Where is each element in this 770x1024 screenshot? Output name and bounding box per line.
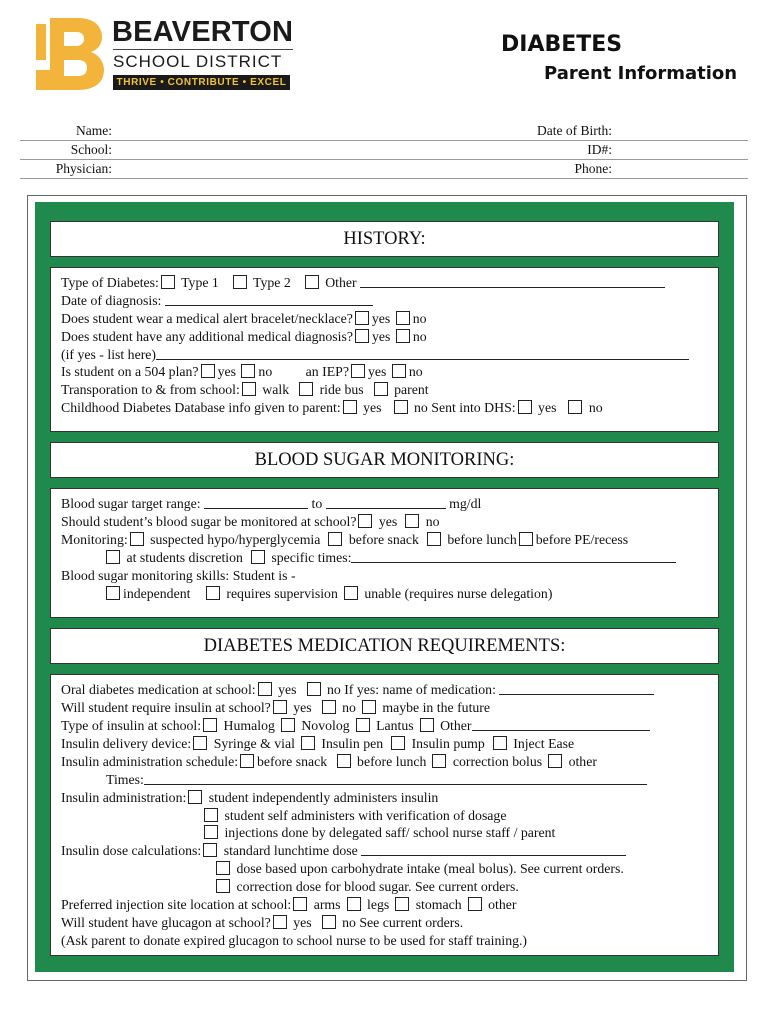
history-database-row: Childhood Diabetes Database info given to parent: yes no Sent into DHS: yes no [61, 400, 603, 415]
admin-verification-checkbox[interactable] [204, 808, 218, 822]
med-type-row: Type of insulin at school: Humalog Novolog Lantus Other [61, 718, 650, 734]
independent-checkbox[interactable] [106, 586, 120, 600]
specific-times-field[interactable] [351, 550, 676, 563]
med-admin-row-2: student self administers with verification of dosage [202, 808, 506, 824]
alert-no-checkbox[interactable] [396, 311, 410, 325]
additional-no-checkbox[interactable] [396, 329, 410, 343]
monitored-no-checkbox[interactable] [405, 514, 419, 528]
plan504-yes-checkbox[interactable] [201, 364, 215, 378]
before-pe-checkbox[interactable] [519, 532, 533, 546]
monitored-yes-checkbox[interactable] [358, 514, 372, 528]
suspected-checkbox[interactable] [130, 532, 144, 546]
med-delivery-row: Insulin delivery device: Syringe & vial Insulin pen Insulin pump Inject Ease [61, 736, 575, 751]
type2-checkbox[interactable] [233, 275, 247, 289]
target-low-field[interactable] [204, 496, 308, 509]
school-label: School: [70, 142, 112, 157]
dose-carb-checkbox[interactable] [216, 861, 230, 875]
parent-transport-checkbox[interactable] [374, 382, 388, 396]
page-subtitle: Parent Information [544, 63, 738, 84]
admin-independent-checkbox[interactable] [188, 790, 202, 804]
inject-ease-checkbox[interactable] [493, 736, 507, 750]
site-stomach-checkbox[interactable] [395, 897, 409, 911]
phone-label: Phone: [574, 161, 612, 176]
history-transport-row: Transporation to & from school: walk ride bus parent [61, 382, 429, 397]
history-alert-row: Does student wear a medical alert bracelet/necklace? yes no [61, 311, 427, 326]
history-heading: HISTORY: [50, 221, 719, 257]
med-dose-row: Insulin dose calculations: standard lunchtime dose [61, 843, 626, 859]
history-list-row: (if yes - list here) [61, 347, 689, 363]
oral-medication-field[interactable] [499, 682, 654, 695]
site-arms-checkbox[interactable] [293, 897, 307, 911]
type-other-field[interactable] [360, 275, 665, 288]
type1-checkbox[interactable] [161, 275, 175, 289]
glucagon-no-checkbox[interactable] [322, 915, 336, 929]
history-additional-row: Does student have any additional medical diagnosis? yes no [61, 329, 427, 344]
diagnosis-date-field[interactable] [165, 293, 373, 306]
admin-delegated-checkbox[interactable] [204, 825, 218, 839]
district-tagline: THRIVE • CONTRIBUTE • EXCEL [113, 75, 290, 90]
med-dose-row-2: dose based upon carbohydrate intake (meal bolus). See current orders. [214, 861, 624, 877]
insulin-other-field[interactable] [472, 718, 650, 731]
med-admin-row-3: injections done by delegated saff/ school nurse staff / parent [202, 825, 555, 841]
before-snack-checkbox[interactable] [328, 532, 342, 546]
novolog-checkbox[interactable] [281, 718, 295, 732]
database-yes-checkbox[interactable] [343, 400, 357, 414]
alert-yes-checkbox[interactable] [355, 311, 369, 325]
history-type-row: Type of Diabetes: Type 1 Type 2 Other [61, 275, 665, 291]
supervision-checkbox[interactable] [206, 586, 220, 600]
specific-times-checkbox[interactable] [251, 550, 265, 564]
humalog-checkbox[interactable] [203, 718, 217, 732]
bs-skills-row: Blood sugar monitoring skills: Student is - [61, 568, 296, 583]
district-subtitle: SCHOOL DISTRICT [113, 52, 283, 71]
unable-checkbox[interactable] [344, 586, 358, 600]
divider [113, 49, 293, 50]
oral-yes-checkbox[interactable] [258, 682, 272, 696]
walk-checkbox[interactable] [242, 382, 256, 396]
plan504-no-checkbox[interactable] [241, 364, 255, 378]
iep-yes-checkbox[interactable] [351, 364, 365, 378]
times-field[interactable] [144, 772, 647, 785]
site-other-checkbox[interactable] [468, 897, 482, 911]
lantus-checkbox[interactable] [356, 718, 370, 732]
id-label: ID#: [587, 142, 612, 157]
history-diagnosis-row: Date of diagnosis: [61, 293, 373, 309]
insulin-other-checkbox[interactable] [420, 718, 434, 732]
type-other-checkbox[interactable] [305, 275, 319, 289]
med-dose-row-3: correction dose for blood sugar. See current orders. [214, 879, 519, 895]
history-504-row: Is student on a 504 plan? yes no an IEP? yes no [61, 364, 423, 379]
dose-standard-checkbox[interactable] [203, 843, 217, 857]
med-site-row: Preferred injection site location at school: arms legs stomach other [61, 897, 517, 912]
info-row-name [20, 122, 748, 141]
med-glucagon-row: Will student have glucagon at school? yes no See current orders. [61, 915, 464, 930]
correction-bolus-checkbox[interactable] [432, 754, 446, 768]
site-legs-checkbox[interactable] [347, 897, 361, 911]
bus-checkbox[interactable] [299, 382, 313, 396]
bs-skills-options-row: independent requires supervision unable (requires nurse delegation) [104, 586, 552, 602]
sched-other-checkbox[interactable] [548, 754, 562, 768]
dob-label: Date of Birth: [537, 123, 612, 138]
oral-no-checkbox[interactable] [307, 682, 321, 696]
syringe-checkbox[interactable] [193, 736, 207, 750]
med-times-row: Times: [106, 772, 647, 788]
page-title: DIABETES [501, 32, 623, 57]
diagnosis-list-field[interactable] [156, 347, 689, 360]
before-lunch-checkbox[interactable] [427, 532, 441, 546]
district-name: BEAVERTON [112, 16, 294, 48]
info-row-physician [20, 160, 748, 179]
sched-lunch-checkbox[interactable] [337, 754, 351, 768]
info-row-school [20, 141, 748, 160]
insulin-maybe-checkbox[interactable] [362, 700, 376, 714]
medication-heading: DIABETES MEDICATION REQUIREMENTS: [50, 628, 719, 664]
additional-yes-checkbox[interactable] [355, 329, 369, 343]
med-admin-row: Insulin administration: student independently administers insulin [61, 790, 439, 805]
district-logo-icon [36, 18, 104, 90]
iep-no-checkbox[interactable] [392, 364, 406, 378]
med-insulin-row: Will student require insulin at school? yes no maybe in the future [61, 700, 491, 715]
name-label: Name: [76, 123, 112, 138]
sched-snack-checkbox[interactable] [240, 754, 254, 768]
dhs-no-checkbox[interactable] [568, 400, 582, 414]
blood-sugar-heading: BLOOD SUGAR MONITORING: [50, 442, 719, 478]
database-no-checkbox[interactable] [394, 400, 408, 414]
target-high-field[interactable] [326, 496, 446, 509]
discretion-checkbox[interactable] [106, 550, 120, 564]
glucagon-yes-checkbox[interactable] [273, 915, 287, 929]
bs-discretion-row: at students discretion specific times: [104, 550, 676, 566]
bs-target-row: Blood sugar target range: to mg/dl [61, 496, 482, 511]
bs-monitoring-row: Monitoring: suspected hypo/hyperglycemia before snack before lunch before PE/recess [61, 532, 629, 547]
insulin-no-checkbox[interactable] [322, 700, 336, 714]
med-note-row: (Ask parent to donate expired glucagon to school nurse to be used for staff training.) [61, 933, 528, 948]
pump-checkbox[interactable] [391, 736, 405, 750]
dose-correction-checkbox[interactable] [216, 879, 230, 893]
med-oral-row: Oral diabetes medication at school: yes no If yes: name of medication: [61, 682, 654, 698]
bs-monitored-row: Should student’s blood sugar be monitored at school? yes no [61, 514, 440, 529]
physician-label: Physician: [55, 161, 112, 176]
med-schedule-row: Insulin administration schedule: before snack before lunch correction bolus other [61, 754, 597, 769]
standard-dose-field[interactable] [361, 843, 626, 856]
dhs-yes-checkbox[interactable] [518, 400, 532, 414]
insulin-yes-checkbox[interactable] [273, 700, 287, 714]
pen-checkbox[interactable] [301, 736, 315, 750]
